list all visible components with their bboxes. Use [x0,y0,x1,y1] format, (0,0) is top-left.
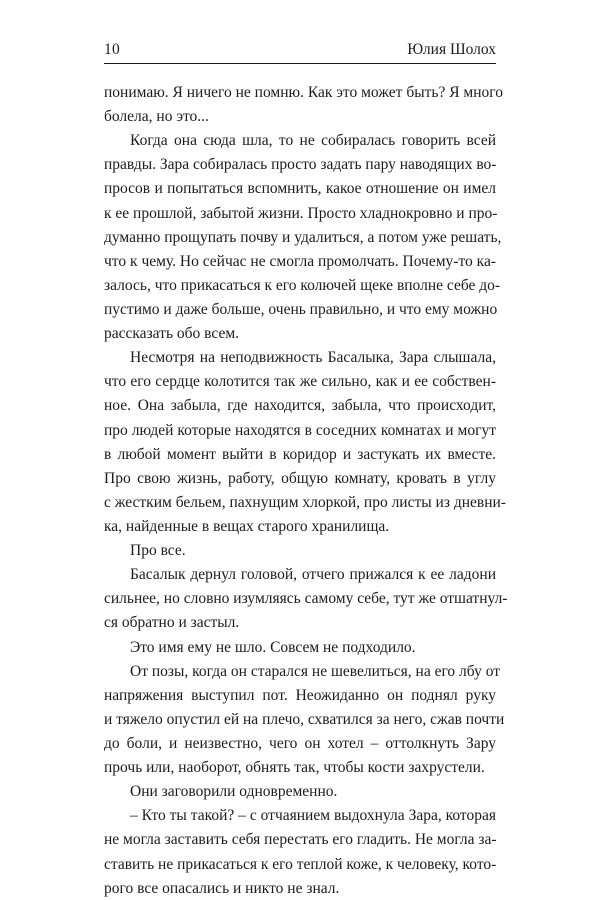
text-line: рого все опасались и никто не знал. [104,879,340,897]
text-line: правды. Зара собиралась просто задать пару наводящих во- [104,156,497,174]
running-title: Юлия Шолох [407,41,496,58]
text-line: напряжения выступил пот. Неожиданно он поднял руку [104,686,496,704]
text-line: что к чему. Но сейчас не смогла промолчать. Почему-то ка- [104,252,496,270]
text-line: не могла заставить себя перестать его гладить. Не могла за- [104,831,497,849]
text-line: Они заговорили одновременно. [130,783,338,801]
text-line: Про все. [130,542,186,560]
text-line: и тяжело опустил ей на плечо, схватился за него, сжав почти [104,710,505,728]
text-line: – Кто ты такой? – с отчаянием выдохнула Зара, которая [130,807,496,825]
text-line: сильнее, но словно изумляясь самому себе, тут же отшатнул- [104,590,508,608]
text-line: ное. Она забыла, где находится, забыла, что происходит, [104,397,496,415]
text-line: Несмотря на неподвижность Басалыка, Зара слышала, [130,349,496,367]
text-line: прочь или, наоборот, обнять так, чтобы кости захрустели. [104,759,485,777]
text-line: залось, что прикасаться к его колючей щеке вполне себе до- [104,276,501,294]
text-line: ся обратно и застыл. [104,614,240,632]
text-line: думанно прощупать почву и удалиться, а потом уже решать, [104,228,502,246]
body-text [104,81,508,901]
text-line: к ее прошлой, забытой жизни. Просто хладнокровно и про- [104,204,498,222]
text-line: пустимо и даже больше, очень правильно, и что ему можно [104,300,498,318]
text-line: ка, найденные в вещах старого хранилища. [104,517,390,535]
text-line: Когда она сюда шла, то не собиралась говорить всей [130,132,496,150]
text-line: до боли, и неизвестно, чего он хотел – оттолкнуть Зару [104,734,496,752]
text-line: понимаю. Я ничего не помню. Как это может быть? Я много [104,84,504,101]
running-header [104,40,496,64]
text-line: Это имя ему не шло. Совсем не подходило. [130,638,416,656]
page-number: 10 [104,41,120,58]
text-line: с жестким бельем, пахнущим хлоркой, про листы из дневни- [104,493,506,511]
text-line: в любой момент выйти в коридор и застукать их вместе. [104,445,496,463]
text-line: рассказать обо всем. [104,325,240,343]
text-line: болела, но это... [104,108,209,126]
text-line: про людей которые находятся в соседних комнатах и могут [104,421,496,439]
text-line: ставить не прикасаться к его теплой коже, к человеку, кото- [104,855,497,873]
text-line: Про свою жизнь, работу, общую комнату, кровать в углу [104,469,496,487]
text-line: просов и попытаться вспомнить, какое отношение он имел [104,180,496,198]
text-line: что его сердце колотится так же сильно, как и ее собствен- [104,373,496,391]
text-line: От позы, когда он старался не шевелиться, на его лбу от [130,662,501,680]
text-line: Басалык дернул головой, отчего прижался к ее ладони [130,566,496,584]
